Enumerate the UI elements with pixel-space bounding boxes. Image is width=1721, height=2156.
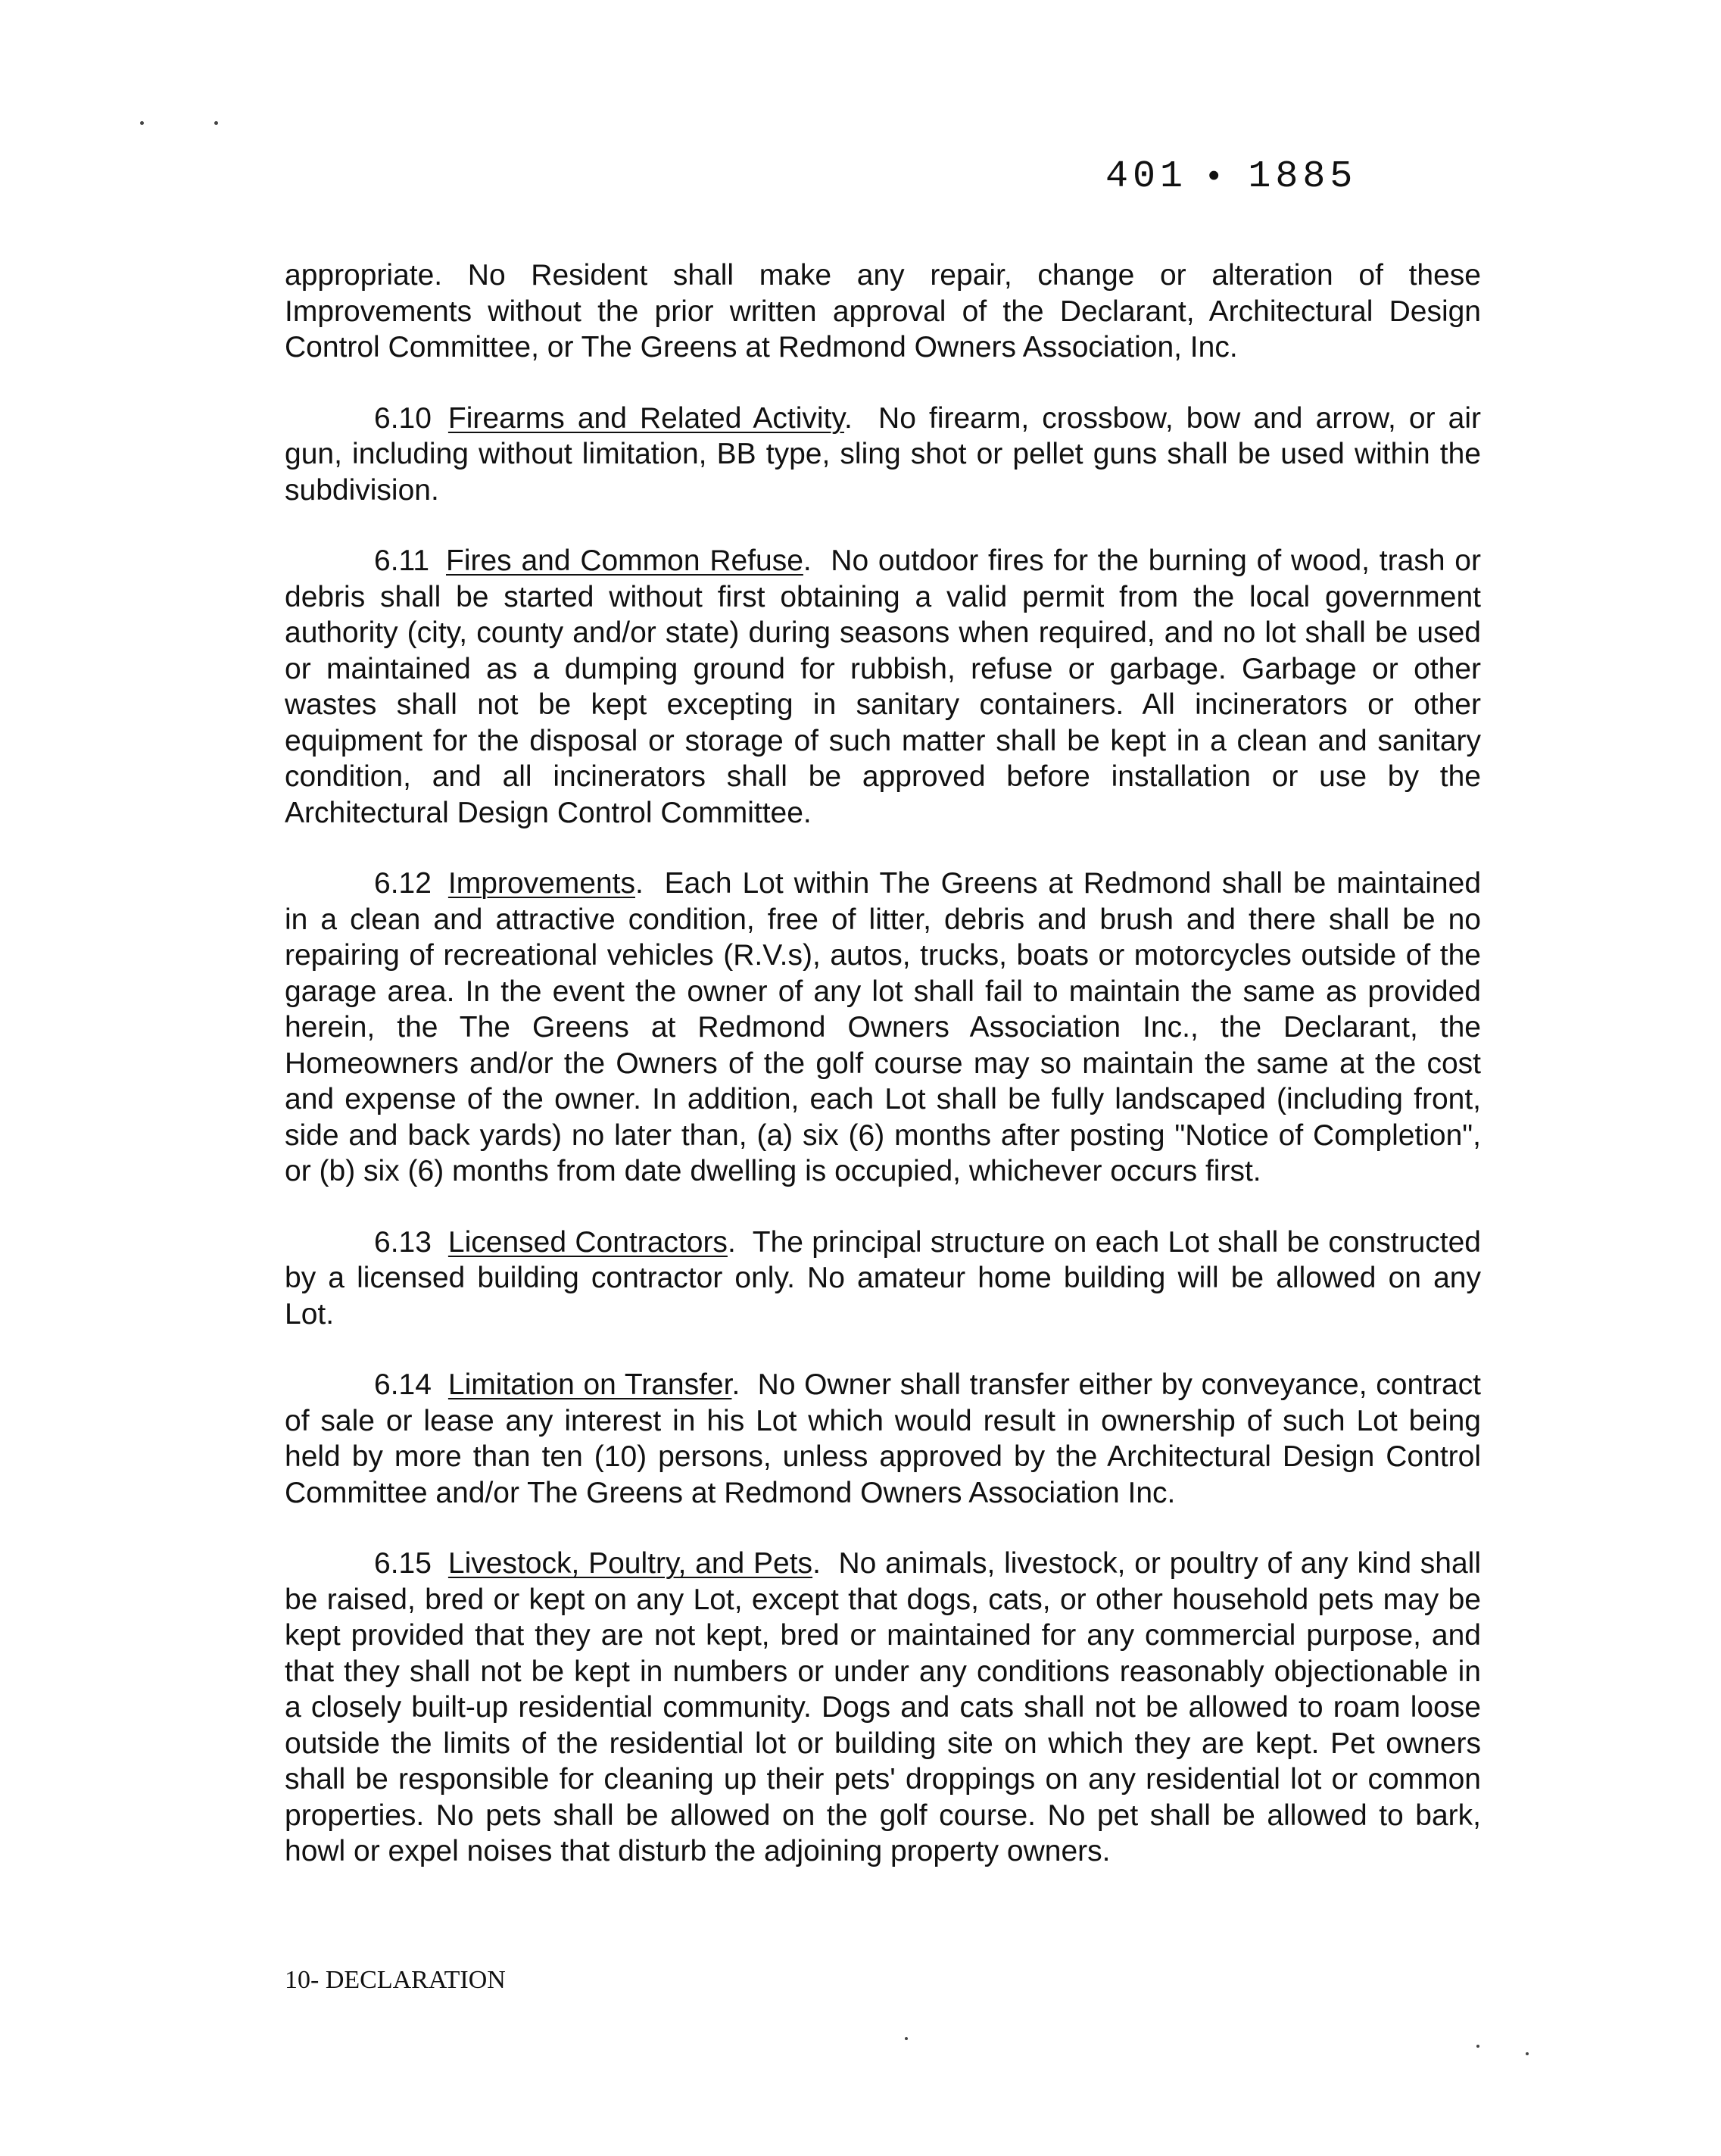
recording-page-number: [1105, 155, 1357, 198]
section-text: No Owner shall transfer either by conveyance, contract of sale or lease any interest in his Lot which would result in ownership of such Lot being held by more than ten (10) persons, unless approved by the Architectural Design Control Committee and/or The Greens at Redmond Owners Association Inc.: [285, 1368, 1481, 1509]
paragraph-text: appropriate. No Resident shall make any repair, change or alteration of these Improvements without the prior written approval of the Declarant, Architectural Design Control Committee, or The Greens at Redmond Owners Association, Inc.: [285, 259, 1481, 363]
section-6-11: 6.11 Fires and Common Refuse. No outdoor fires for the burning of wood, trash or debris shall be started without first obtaining a valid permit from the local government authority (city, county and/or state) during seasons when required, and no lot shall be used or maintained as a dumping ground for rubbish, refuse or garbage. Garbage or other wastes shall not be kept excepting in sanitary containers. All incinerators or other equipment for the disposal or storage of such matter shall be kept in a clean and sanitary condition, and all incinerators shall be approved before installation or use by the Architectural Design Control Committee.: [285, 544, 1481, 829]
section-number: 6.14: [374, 1368, 432, 1401]
section-text: The principal structure on each Lot shall be constructed by a licensed building contractor only. No amateur home building will be allowed on any Lot.: [285, 1225, 1481, 1331]
section-number: 6.11: [374, 544, 430, 577]
section-title: Fires and Common Refuse: [446, 544, 803, 577]
section-6-12: 6.12 Improvements. Each Lot within The Greens at Redmond shall be maintained in a clean and attractive condition, free of litter, debris and brush and there shall be no repairing of recreational vehicles (R.V.s), autos, trucks, boats or motorcycles outside of the garage area. In the event the owner of any lot shall fail to maintain the same as provided herein, the The Greens at Redmond Owners Association Inc., the Declarant, the Homeowners and/or the Owners of the golf course may so maintain the same at the cost and expense of the owner. In addition, each Lot shall be fully landscaped (including front, side and back yards) no later than, (a) six (6) months after posting "Notice of Completion", or (b) six (6) months from date dwelling is occupied, whichever occurs first.: [285, 867, 1482, 1187]
section-6-15: 6.15 Livestock, Poultry, and Pets. No animals, livestock, or poultry of any kind shall be raised, bred or kept on any Lot, except that dogs, cats, or other household pets may be kept provided that they are not kept, bred or maintained for any commercial purpose, and that they shall not be kept in numbers or under any conditions reasonably objectionable in a closely built-up residential community. Dogs and cats shall not be allowed to roam loose outside the limits of the residential lot or building site on which they are kept. Pet owners shall be responsible for cleaning up their pets' droppings on any residential lot or common properties. No pets shall be allowed on the golf course. No pet shall be allowed to bark, howl or expel noises that disturb the adjoining property owners.: [285, 1547, 1481, 1867]
document-body: [285, 257, 1481, 1905]
section-title: Firearms and Related Activity: [447, 401, 844, 435]
book-number: 401: [1105, 155, 1188, 198]
section-title: Limitation on Transfer: [447, 1368, 732, 1401]
section-text: No firearm, crossbow, bow and arrow, or air gun, including without limitation, BB type, sling shot or pellet guns shall be used within the subdivision.: [285, 401, 1482, 507]
section-6-10: 6.10 Firearms and Related Activity. No firearm, crossbow, bow and arrow, or air gun, including without limitation, BB type, sling shot or pellet guns shall be used within the subdivision.: [285, 401, 1482, 507]
section-number: 6.15: [374, 1547, 432, 1580]
paragraph-continuation: [285, 257, 1481, 366]
section-title: Licensed Contractors: [447, 1225, 728, 1259]
section-title: Livestock, Poultry, and Pets: [447, 1547, 813, 1580]
scan-speck: [214, 121, 218, 125]
page-footer: 10- DECLARATION: [285, 1966, 506, 1994]
section-text: No outdoor fires for the burning of wood, trash or debris shall be started without first obtaining a valid permit from the local government authority (city, county and/or state) during seasons when required, and no lot shall be used or maintained as a dumping ground for rubbish, refuse or garbage. Garbage or other wastes shall not be kept excepting in sanitary containers. All incinerators or other equipment for the disposal or storage of such matter shall be kept in a clean and sanitary condition, and all incinerators shall be approved before installation or use by the Architectural Design Control Committee.: [285, 544, 1481, 829]
section-6-14: 6.14 Limitation on Transfer. No Owner shall transfer either by conveyance, contract of sale or lease any interest in his Lot which would result in ownership of such Lot being held by more than ten (10) persons, unless approved by the Architectural Design Control Committee and/or The Greens at Redmond Owners Association Inc.: [285, 1368, 1481, 1509]
section-text: Each Lot within The Greens at Redmond shall be maintained in a clean and attractive condition, free of litter, debris and brush and there shall be no repairing of recreational vehicles (R.V.s), autos, trucks, boats or motorcycles outside of the garage area. In the event the owner of any lot shall fail to maintain the same as provided herein, the The Greens at Redmond Owners Association Inc., the Declarant, the Homeowners and/or the Owners of the golf course may so maintain the same at the cost and expense of the owner. In addition, each Lot shall be fully landscaped (including front, side and back yards) no later than, (a) six (6) months after posting "Notice of Completion", or (b) six (6) months from date dwelling is occupied, whichever occurs first.: [285, 867, 1482, 1187]
section-number: 6.13: [374, 1225, 432, 1259]
section-6-13: 6.13 Licensed Contractors. The principal structure on each Lot shall be constructed by a licensed building contractor only. No amateur home building will be allowed on any Lot.: [285, 1225, 1481, 1331]
section-number: 6.10: [374, 401, 432, 435]
page-number-value: 1885: [1248, 155, 1358, 198]
separator-mark: •: [1204, 159, 1229, 197]
scan-speck: [140, 121, 144, 125]
section-title: Improvements: [447, 867, 635, 900]
scan-speck: [1476, 2045, 1479, 2048]
scan-speck: [905, 2037, 908, 2040]
scan-speck: [1526, 2052, 1529, 2055]
section-text: No animals, livestock, or poultry of any kind shall be raised, bred or kept on any Lot, except that dogs, cats, or other household pets may be kept provided that they are not kept, bred or maintained for any commercial purpose, and that they shall not be kept in numbers or under any conditions reasonably objectionable in a closely built-up residential community. Dogs and cats shall not be allowed to roam loose outside the limits of the residential lot or building site on which they are kept. Pet owners shall be responsible for cleaning up their pets' droppings on any residential lot or common properties. No pets shall be allowed on the golf course. No pet shall be allowed to bark, howl or expel noises that disturb the adjoining property owners.: [285, 1547, 1481, 1867]
section-number: 6.12: [374, 867, 432, 900]
